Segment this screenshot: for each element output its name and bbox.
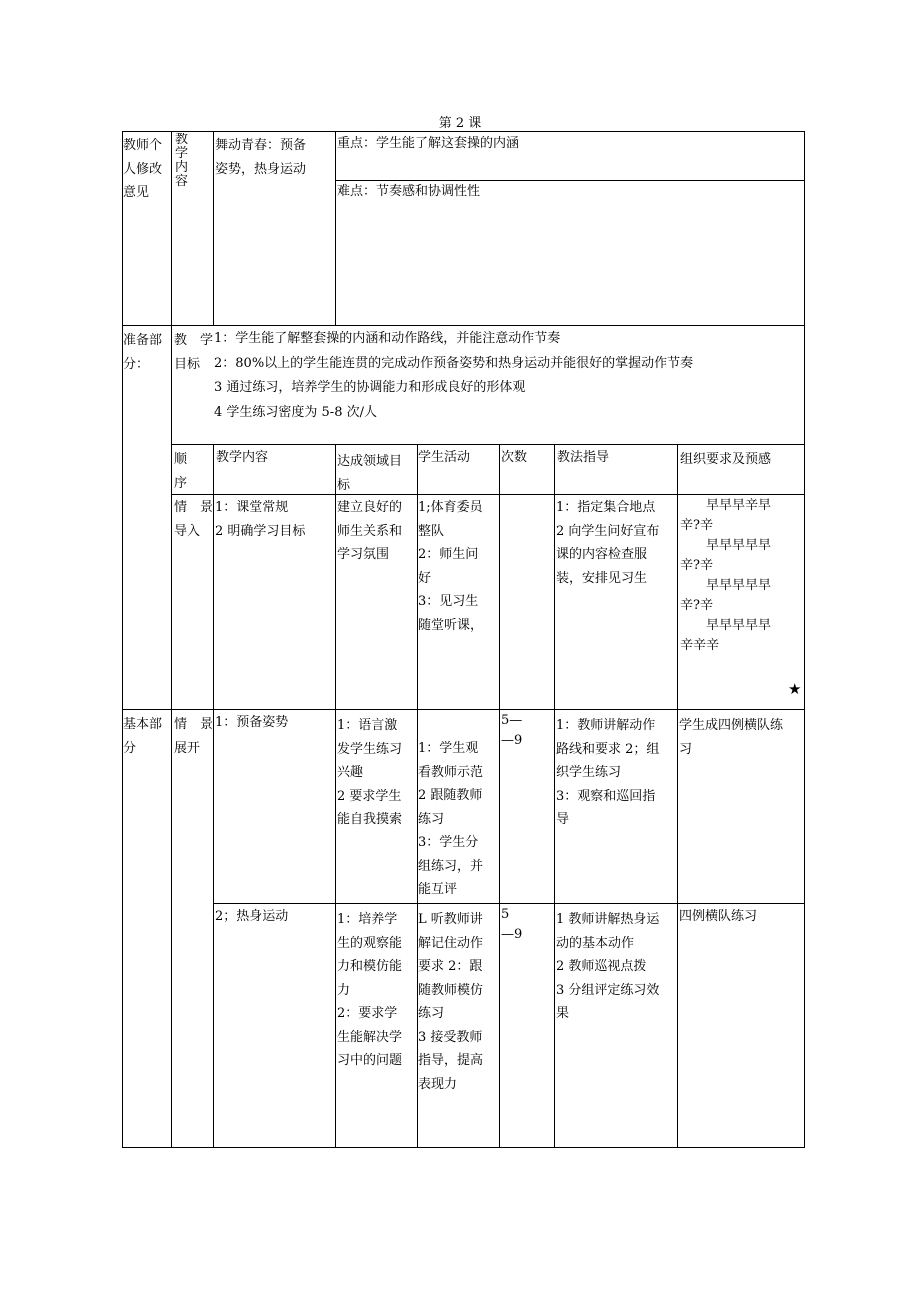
order-line: 情 景 xyxy=(174,717,214,732)
ready-times xyxy=(501,711,553,751)
formation-line: 辛?辛 xyxy=(680,518,713,533)
domain-line: 生能解决学 xyxy=(337,1029,403,1045)
label-char: 教 xyxy=(175,133,189,147)
warmup-content: 2；热身运动 xyxy=(215,909,289,924)
intro-formation xyxy=(680,496,804,656)
column-divider xyxy=(213,131,214,326)
ready-content: 1：预备姿势 xyxy=(215,715,289,730)
label-line: 目标 xyxy=(174,356,201,372)
label-line: 人修改 xyxy=(123,161,163,177)
domain-line: 发学生练习 xyxy=(337,741,403,757)
intro-method xyxy=(556,496,676,590)
activity-line: 2 跟随教师 xyxy=(418,788,483,803)
method-line: 课的内容检查服 xyxy=(556,547,648,562)
times-line: —9 xyxy=(501,733,523,748)
header-order xyxy=(174,448,212,495)
header-org: 组织要求及预感 xyxy=(680,452,772,467)
method-line: 路线和要求 2；组 xyxy=(556,741,660,757)
domain-line: 2：要求学 xyxy=(337,1006,398,1021)
domain-line: 学习氛围 xyxy=(337,547,390,562)
difficulty: 难点：节奏感和协调性性 xyxy=(337,184,481,199)
column-divider xyxy=(335,444,336,1148)
activity-line: 要求 2：跟 xyxy=(418,959,483,974)
formation-line: 早早早早早 xyxy=(680,538,772,553)
method-line: 2 向学生问好宣布 xyxy=(556,523,660,539)
domain-line: 能自我摸索 xyxy=(337,812,403,827)
domain-line: 力和模仿能 xyxy=(337,959,403,974)
method-line: 装，安排见习生 xyxy=(556,570,648,586)
header-times: 次数 xyxy=(501,450,528,465)
ready-domain xyxy=(337,714,417,832)
domain-line: 1：培养学 xyxy=(337,912,398,927)
method-line: 2 教师巡视点拨 xyxy=(556,959,647,974)
formation-line: 辛辛辛 xyxy=(680,638,720,653)
order-line: 导入 xyxy=(174,523,201,539)
formation-line: 习 xyxy=(679,741,693,757)
times-line: 5 xyxy=(501,907,510,922)
activity-line: 指导，提高 xyxy=(418,1053,484,1068)
preparation-label xyxy=(123,329,171,376)
activity-line: 练习 xyxy=(418,811,445,827)
teacher-notes-label xyxy=(123,134,171,205)
formation-line: 学生成四例横队练 xyxy=(679,718,784,733)
order-line: 展开 xyxy=(174,740,201,756)
header-method: 教法指导 xyxy=(557,450,610,465)
intro-activity xyxy=(418,496,499,637)
warmup-domain xyxy=(337,908,417,1073)
activity-line: 看教师示范 xyxy=(418,764,484,780)
method-line: 3：观察和巡回指 xyxy=(556,788,656,804)
section-divider xyxy=(122,325,805,326)
content-line: 姿势，热身运动 xyxy=(215,161,307,177)
header-content: 教学内容 xyxy=(216,450,269,465)
times-line: 5— xyxy=(501,713,523,728)
label-line: 准备部 xyxy=(123,333,163,348)
method-line: 导 xyxy=(556,812,570,827)
content-line: 1：课堂常规 xyxy=(215,500,289,515)
objectives-list xyxy=(214,327,803,425)
teaching-content-label xyxy=(175,133,211,189)
activity-line: 组练习，并 xyxy=(418,858,484,874)
page-title: 第 2 课 xyxy=(438,116,482,131)
header-line: 达成领域目 xyxy=(337,454,403,469)
activity-line: 3 接受教师 xyxy=(418,1029,483,1045)
label-char: 容 xyxy=(175,174,189,189)
teacher-position-star: ★ xyxy=(788,680,802,698)
method-line: 动的基本动作 xyxy=(556,935,635,951)
activity-line: 练习 xyxy=(418,1006,445,1021)
ready-activity xyxy=(418,737,499,902)
formation-line: 早早早辛早 xyxy=(680,498,772,513)
activity-line: 解记住动作 xyxy=(418,935,484,951)
teaching-content xyxy=(215,134,333,181)
formation-line: 早早早早早 xyxy=(680,618,772,633)
domain-line: 建立良好的 xyxy=(337,500,403,515)
intro-order xyxy=(174,496,214,543)
activity-line: 1;体育委员 xyxy=(418,500,483,515)
objective-item: 4 学生练习密度为 5-8 次/人 xyxy=(214,404,377,420)
row-divider xyxy=(213,903,805,904)
activity-line: 2：师生问 xyxy=(418,547,479,562)
warmup-formation: 四例横队练习 xyxy=(679,909,758,924)
header-activity: 学生活动 xyxy=(418,450,471,465)
column-divider xyxy=(499,444,500,1148)
activity-line: 随教师模仿 xyxy=(418,982,484,998)
domain-line: 生的观察能 xyxy=(337,935,403,951)
activity-line: 3：学生分 xyxy=(418,835,479,850)
intro-domain xyxy=(337,496,417,567)
objective-item: 3 通过练习，培养学生的协调能力和形成良好的形体观 xyxy=(214,380,526,395)
activity-line: 随堂听课， xyxy=(418,617,484,633)
column-divider xyxy=(554,444,555,1148)
ready-method xyxy=(556,714,676,832)
times-line: —9 xyxy=(501,927,523,942)
method-line: 果 xyxy=(556,1006,570,1021)
method-line: 1：教师讲解动作 xyxy=(556,718,656,733)
label-line: 教 学 xyxy=(174,333,214,348)
label-char: 学 xyxy=(175,146,189,161)
domain-line: 1：语言激 xyxy=(337,718,398,733)
header-divider xyxy=(171,494,805,495)
objective-item: 2：80%以上的学生能连贯的完成动作预备姿势和热身运动并能很好的掌握动作节奏 xyxy=(214,355,694,371)
header-line: 序 xyxy=(174,475,188,491)
column-divider xyxy=(335,131,336,326)
activity-line: L 听教师讲 xyxy=(418,912,483,927)
table-left-border xyxy=(122,131,123,1148)
objective-item: 1：学生能了解整套操的内涵和动作路线，并能注意动作节奏 xyxy=(214,331,561,346)
content-line: 2 明确学习目标 xyxy=(215,523,306,539)
warmup-method xyxy=(556,908,676,1026)
table-bottom-border xyxy=(122,1147,805,1148)
domain-line: 兴趣 xyxy=(337,765,364,780)
formation-line: 辛?辛 xyxy=(680,558,713,573)
table-right-border xyxy=(804,131,805,1148)
label-char: 内 xyxy=(175,160,189,175)
activity-line: 3：见习生 xyxy=(418,594,479,609)
activity-line: 1：学生观 xyxy=(418,741,479,756)
label-line: 分： xyxy=(123,356,150,372)
header-line: 标 xyxy=(337,477,351,493)
intro-content xyxy=(215,496,333,543)
formation-line: 早早早早早 xyxy=(680,578,772,593)
method-line: 3 分组评定练习效 xyxy=(556,982,660,998)
header-line: 顺 xyxy=(174,452,188,467)
method-line: 1：指定集合地点 xyxy=(556,500,656,515)
label-line: 意见 xyxy=(123,185,150,200)
label-line: 基本部 xyxy=(123,717,163,732)
column-divider xyxy=(213,444,214,1148)
activity-line: 整队 xyxy=(418,523,445,539)
section-divider xyxy=(122,709,805,710)
order-line: 情 景 xyxy=(174,500,214,515)
label-line: 教师个 xyxy=(123,138,163,153)
development-order xyxy=(174,713,214,760)
domain-line: 习中的问题 xyxy=(337,1053,403,1068)
header-domain xyxy=(337,450,417,497)
activity-line: 表现力 xyxy=(418,1076,458,1092)
activity-line: 能互评 xyxy=(418,882,458,897)
formation-line: 辛?辛 xyxy=(680,598,713,613)
column-divider xyxy=(171,131,172,1148)
warmup-activity xyxy=(418,908,499,1096)
column-divider xyxy=(677,444,678,1148)
warmup-times xyxy=(501,905,553,945)
label-line: 分 xyxy=(123,740,137,756)
domain-line: 师生关系和 xyxy=(337,523,403,539)
method-line: 织学生练习 xyxy=(556,765,622,780)
ready-formation xyxy=(679,714,804,761)
activity-line: 好 xyxy=(418,570,432,586)
domain-line: 2 要求学生 xyxy=(337,788,402,804)
domain-line: 力 xyxy=(337,982,351,998)
objectives-divider xyxy=(171,444,805,445)
objectives-label xyxy=(174,329,214,376)
method-line: 1 教师讲解热身运 xyxy=(556,912,660,927)
key-point: 重点：学生能了解这套操的内涵 xyxy=(337,136,520,151)
basic-part-label xyxy=(123,713,171,760)
content-line: 舞动青春：预备 xyxy=(215,138,307,153)
